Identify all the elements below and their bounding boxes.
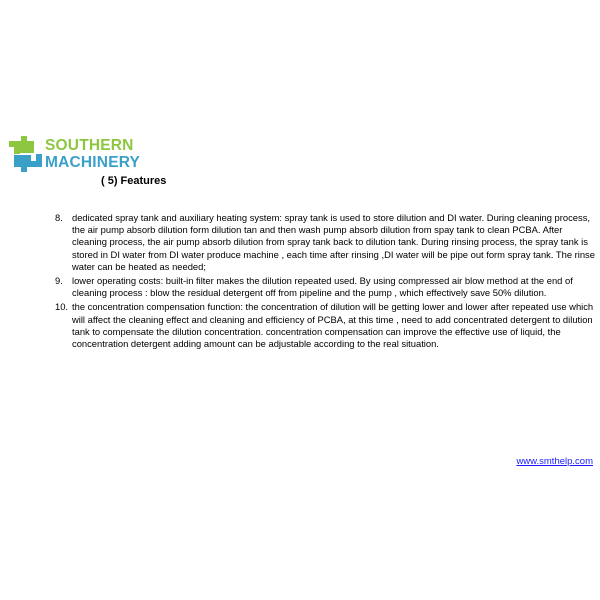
logo-mark-icon	[5, 134, 43, 174]
company-logo	[5, 134, 165, 176]
feature-text: dedicated spray tank and auxiliary heating system: spray tank is used to store dilution and DI water. During cleaning process, the air pump absorb dilution form dilution tan and then wash pump absorb dilution from spay tank to clean PCBA. After cleaning process, the air pump absorb dilution from spray tank back to dilution tank. During rinsing process, the spray tank is stored in DI water from DI water produce machine , each time after rinsing ,DI water will be pipe out form spray tank. The rinse water can be heated as needed;	[72, 212, 595, 272]
logo-text-line1: SOUTHERN	[45, 137, 134, 154]
feature-number: 10.	[55, 301, 69, 313]
logo-text-line2: MACHINERY	[45, 154, 141, 171]
feature-text: the concentration compensation function: the concentration of dilution will be getting lower and lower after repeated use which will affect the cleaning effect and cleaning and efficiency of PCBA, at this time , need to add concentrated detergent to dilution tank to compensate the dilution concentration. concentration compensation can improve the effective use of liquid, the concentration detergent adding amount can be adjustable according to the real situation.	[72, 301, 594, 350]
feature-item-8	[55, 212, 595, 273]
features-list	[55, 212, 595, 352]
feature-number: 9.	[55, 275, 63, 287]
feature-number: 8.	[55, 212, 63, 223]
website-link[interactable]: www.smthelp.com	[516, 456, 593, 467]
feature-item-10	[55, 301, 595, 350]
feature-item-9	[55, 275, 595, 299]
feature-text: lower operating costs: built-in filter makes the dilution repeated used. By using compressed air blow method at the end of cleaning process : blow the residual detergent off from pipeline and the pump , which effectively save 50% dilution.	[72, 275, 573, 299]
section-title: ( 5) Features	[101, 175, 167, 187]
